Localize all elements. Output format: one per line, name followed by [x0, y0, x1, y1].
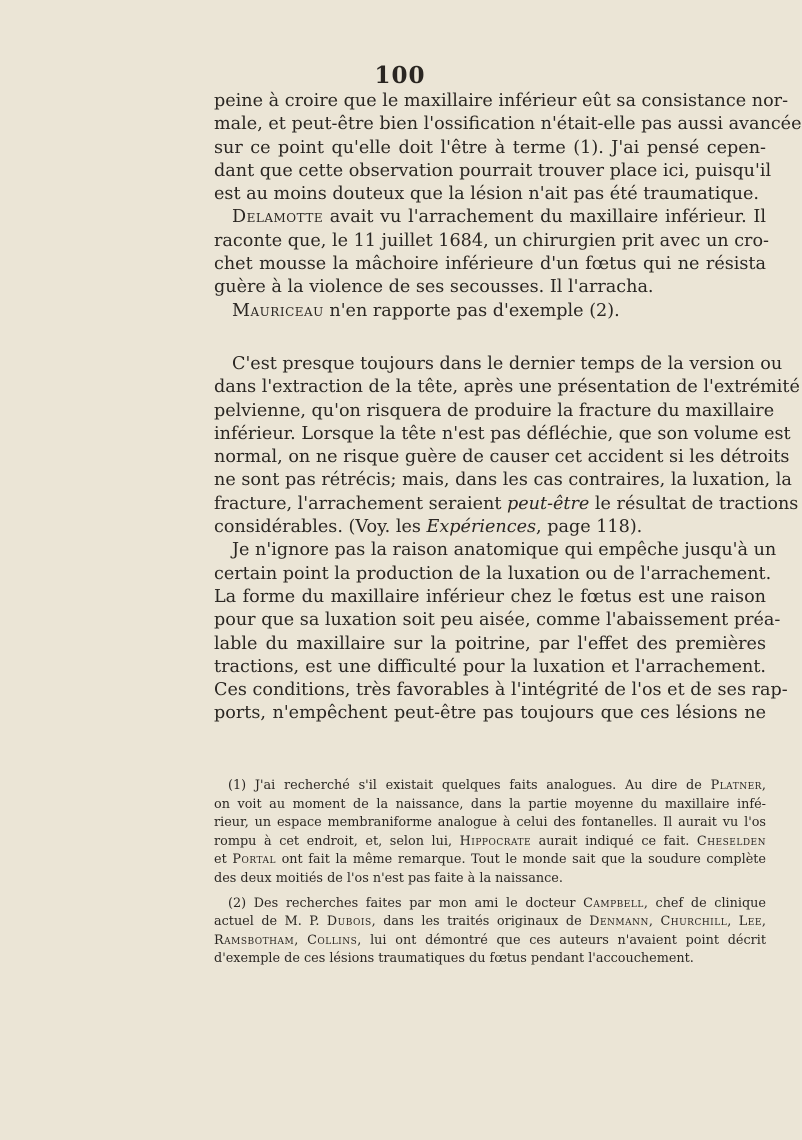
text-span: (1) J'ai recherché s'il existait quelques faits analogues. Au dire de — [228, 778, 711, 793]
text-span: , chef de clinique — [643, 895, 766, 911]
author-name: Hippocrate — [459, 833, 532, 849]
text-span: considérables. (Voy. les — [214, 517, 427, 538]
text-line: pelvienne, qu'on risquera de produire la fracture du maxillaire — [214, 400, 775, 421]
author-name: Lee — [738, 914, 762, 930]
text-line: normal, on ne risque guère de causer cet accident si les détroits — [214, 447, 790, 468]
author-name: Dubois — [326, 914, 372, 930]
footnote-line: on voit au moment de la naissance, dans la partie moyenne du maxillaire infé- — [214, 796, 766, 812]
author-name: Ramsbotham — [214, 932, 295, 948]
text-span: , page 118). — [536, 517, 643, 538]
paragraph-gap — [214, 323, 766, 353]
main-text — [214, 90, 802, 726]
text-span: , — [727, 914, 739, 930]
author-name: Churchill — [660, 914, 728, 930]
text-line: raconte que, le 11 juillet 1684, un chirurgien prit avec un cro- — [214, 230, 770, 251]
text-line: lable du maxillaire sur la poitrine, par l'effet des premières — [214, 633, 766, 654]
text-line: pour que sa luxation soit peu aisée, comme l'abaissement préa- — [214, 610, 781, 631]
text-line: Ces conditions, très favorables à l'intégrité de l'os et de ses rap- — [214, 680, 788, 701]
text-line: guère à la violence de ses secousses. Il l'arracha. — [214, 277, 654, 298]
text-span: , — [648, 914, 661, 930]
text-span: , dans les traités originaux de — [371, 914, 590, 930]
author-name: Collins — [307, 932, 358, 948]
text-span: ont fait la même remarque. Tout le monde sait que la soudure complète — [275, 852, 766, 868]
text-span: le résultat de tractions — [589, 493, 799, 514]
italic-span: Expériences — [426, 517, 537, 538]
page-number: 100 — [374, 62, 426, 89]
text-span: avait vu l'arrachement du maxillaire inférieur. Il — [323, 207, 766, 228]
text-line — [214, 300, 766, 323]
footnotes — [214, 777, 766, 969]
footnote-line: rieur, un espace membraniforme analogue à celui des fontanelles. Il aurait vu l'os — [214, 815, 766, 831]
text-line: La forme du maxillaire inférieur chez le fœtus est une raison — [214, 586, 766, 607]
text-line: sur ce point qu'elle doit l'être à terme (1). J'ai pensé cepen- — [214, 137, 766, 158]
author-name: Platner — [710, 778, 762, 793]
text-span: n'en rapporte pas d'exemple (2). — [323, 300, 620, 321]
text-span: et — [214, 852, 233, 868]
text-span: actuel de M. P. — [214, 914, 327, 930]
footnote-line — [214, 833, 766, 852]
text-line — [214, 206, 766, 229]
text-line: male, et peut-être bien l'ossification n'était-elle pas aussi avancée — [214, 114, 802, 135]
author-name: Denmann — [589, 914, 649, 930]
text-line: est au moins douteux que la lésion n'ait pas été traumatique. — [214, 184, 759, 205]
author-name: Campbell — [583, 895, 644, 911]
footnote-line — [214, 913, 766, 932]
author-name: Cheselden — [696, 833, 767, 849]
footnote-line — [214, 777, 766, 796]
author-name: Mauriceau — [232, 300, 324, 321]
author-name: Delamotte — [232, 207, 324, 228]
text-line: inférieur. Lorsque la tête n'est pas défléchie, que son volume est — [214, 423, 791, 444]
footnote-line: des deux moitiés de l'os n'est pas faite à la naissance. — [214, 870, 563, 886]
text-line: peine à croire que le maxillaire inférieur eût sa consistance nor- — [214, 91, 789, 111]
text-line: dant que cette observation pourrait trouver place ici, puisqu'il — [214, 160, 772, 181]
text-line — [214, 493, 799, 516]
text-line: dans l'extraction de la tête, après une présentation de l'extrémité — [214, 377, 800, 398]
footnote-line — [214, 932, 766, 951]
text-line — [214, 516, 766, 539]
text-line: ports, n'empêchent peut-être pas toujours que ces lésions ne — [214, 703, 766, 724]
italic-span: peut-être — [507, 493, 590, 514]
text-span: , — [761, 778, 766, 793]
text-span: rompu à cet endroit, et, selon lui, — [214, 833, 460, 849]
text-span: fracture, l'arrachement seraient — [214, 493, 507, 514]
text-span: , lui ont démontré que ces auteurs n'avaient point décrit — [357, 932, 766, 948]
text-line: certain point la production de la luxation ou de l'arrachement. — [214, 563, 772, 584]
footnote-line — [214, 895, 766, 914]
text-line: Je n'ignore pas la raison anatomique qui empêche jusqu'à un — [232, 540, 777, 561]
text-span: aurait indiqué ce fait. — [531, 833, 697, 849]
text-span: (2) Des recherches faites par mon ami le docteur — [228, 895, 584, 911]
text-span: , — [294, 932, 308, 948]
text-span: , — [761, 914, 766, 930]
author-name: Portal — [232, 852, 276, 868]
text-line: tractions, est une difficulté pour la luxation et l'arrachement. — [214, 656, 766, 677]
text-line: C'est presque toujours dans le dernier temps de la version ou — [232, 353, 783, 374]
text-line: ne sont pas rétrécis; mais, dans les cas contraires, la luxation, la — [214, 470, 792, 491]
text-line: chet mousse la mâchoire inférieure d'un fœtus qui ne résista — [214, 254, 766, 275]
footnote-line: d'exemple de ces lésions traumatiques du fœtus pendant l'accouchement. — [214, 951, 694, 967]
footnote-line — [214, 851, 766, 870]
